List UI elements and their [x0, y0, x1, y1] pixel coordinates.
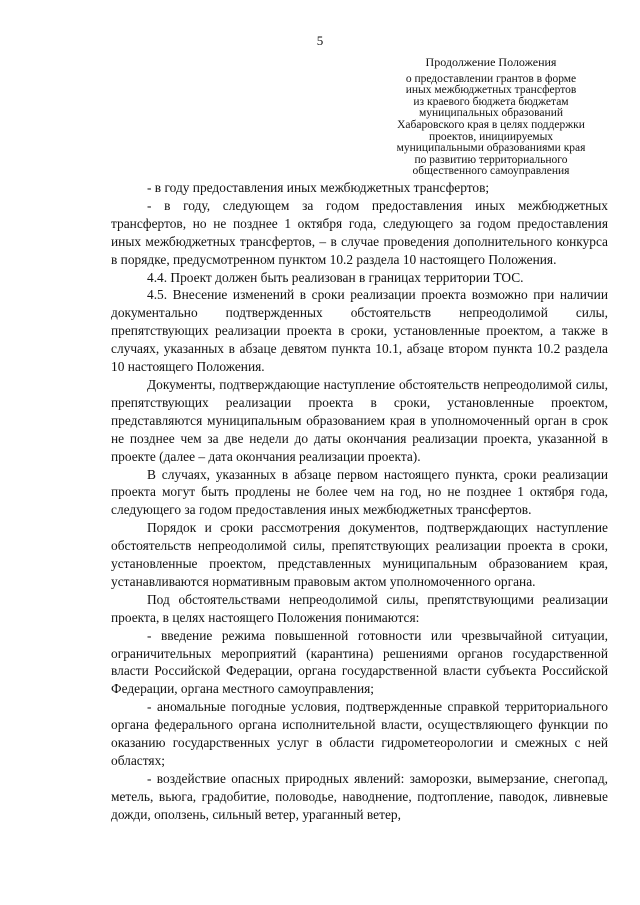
header-line: Хабаровского края в целях поддержки — [397, 118, 585, 131]
paragraph: - в году предоставления иных межбюджетных трансфертов; — [147, 180, 490, 195]
paragraph: Документы, подтверждающие наступление обстоятельств непреодолимой силы, препятствующих реализации проекта в сроки, установленные проектом, представляются муниципальным образованием края в уполномоченный орган в срок не позднее чем за две недели до даты окончания реализации проекта, указанной в проекте (далее – дата окончания реализации проекта). — [111, 376, 608, 464]
paragraph: 4.5. Внесение изменений в сроки реализации проекта возможно при наличии документально подтвержденных обстоятельств непреодолимой силы, препятствующих реализации проекта в сроки, установленные проектом, а также в случаях, указанных в абзаце девятом пункта 10.1, абзаце втором пункта 10.2 раздела 10 настоящего Положения. — [111, 287, 608, 375]
header-line: муниципальными образованиями края — [396, 142, 586, 155]
header-line: общественного самоуправления — [412, 165, 570, 178]
paragraph: 4.4. Проект должен быть реализован в границах территории ТОС. — [147, 269, 524, 285]
paragraph: Под обстоятельствами непреодолимой силы, препятствующими реализации проекта, в целях настоящего Положения понимаются: — [111, 591, 608, 625]
paragraph: - воздействие опасных природных явлений: заморозки, вымерзание, снегопад, метель, вьюга, градобитие, половодье, наводнение, подтопление, паводок, ливневые дожди, оползень, сильный ветер, ураганный ветер, — [111, 770, 608, 822]
paragraph: Порядок и сроки рассмотрения документов, подтверждающих наступление обстоятельств непреодолимой силы, препятствующих реализации проекта в сроки, установленные проектом, представленных муниципальным образованием края, устанавливаются нормативным правовым актом уполномоченного органа. — [111, 520, 608, 589]
paragraph: В случаях, указанных в абзаце первом настоящего пункта, сроки реализации проекта могут быть продлены не более чем на год, но не позднее 1 октября года, следующего за годом предоставления иных межбюджетных трансфертов. — [111, 466, 608, 518]
header-line: о предоставлении грантов в форме — [405, 72, 577, 85]
paragraph: - в году, следующем за годом предоставления иных межбюджетных трансфертов, но не позднее 1 октября года, следующего за годом предоставления иных межбюджетных трансфертов, – в случае проведения дополнительного конкурса в порядке, предусмотренном пунктом 10.2 раздела 10 настоящего Положения. — [111, 197, 608, 267]
header-line: из краевого бюджета бюджетам — [413, 95, 569, 108]
header-line: иных межбюджетных трансфертов — [405, 84, 577, 97]
header-line: по развитию территориального — [414, 153, 568, 166]
header-line: проектов, инициируемых — [428, 130, 554, 143]
document-header — [378, 57, 604, 178]
paragraph: - введение режима повышенной готовности или чрезвычайной ситуации, ограничительных мероприятий (карантина) решениями органов государственной власти Российской Федерации, органа государственной власти субъекта Российской Федерации, органа местного самоуправления; — [111, 627, 608, 697]
document-body — [111, 179, 608, 824]
page-number: 5 — [316, 33, 324, 48]
header-line: муниципальных образований — [418, 107, 564, 120]
paragraph: - аномальные погодные условия, подтвержденные справкой территориального органа федерального органа исполнительной власти, осуществляющего функции по оказанию государственных услуг в области гидрометеорологии и смежных с ней областях; — [111, 699, 608, 768]
header-title: Продолжение Положения — [425, 55, 557, 69]
